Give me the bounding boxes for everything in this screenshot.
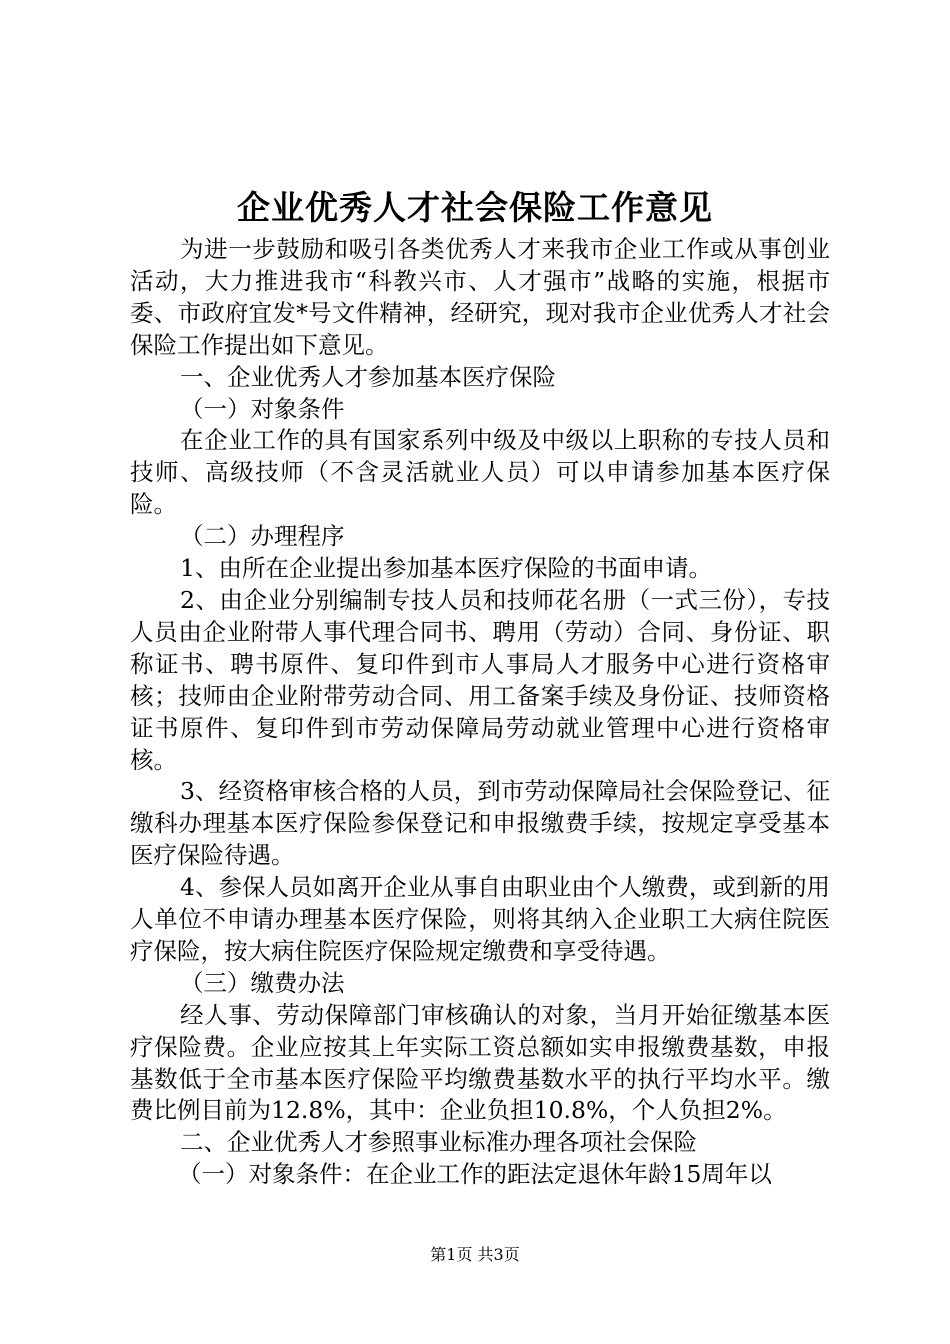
procedure-step-2: 2、由企业分别编制专技人员和技师花名册（一式三份），专技人员由企业附带人事代理合同书、聘用（劳动）合同、身份证、职称证书、聘书原件、复印件到市人事局人才服务中心进行资格审核；技师由企业附带劳动合同、用工备案手续及身份证、技师资格证书原件、复印件到市劳动保障局劳动就业管理中心进行资格审核。 — [130, 585, 830, 774]
subsection-heading-1-1: （一）对象条件 — [180, 394, 345, 423]
paragraph-intro: 为进一步鼓励和吸引各类优秀人才来我市企业工作或从事创业活动，大力推进我市“科教兴市、人才强市”战略的实施，根据市委、市政府宜发*号文件精神，经研究，现对我市企业优秀人才社会保险工作提出如下意见。 — [130, 235, 830, 359]
section-heading-2: 二、企业优秀人才参照事业标准办理各项社会保险 — [180, 1128, 697, 1157]
procedure-step-3: 3、经资格审核合格的人员，到市劳动保障局社会保险登记、征缴科办理基本医疗保险参保登记和申报缴费手续，按规定享受基本医疗保险待遇。 — [130, 777, 830, 870]
page-number-footer: 第1页 共3页 — [430, 1245, 520, 1264]
subsection-heading-1-2: （二）办理程序 — [180, 522, 345, 551]
procedure-step-4: 4、参保人员如离开企业从事自由职业由个人缴费，或到新的用人单位不申请办理基本医疗保险，则将其纳入企业职工大病住院医疗保险，按大病住院医疗保险规定缴费和享受待遇。 — [130, 873, 830, 965]
document-body — [130, 234, 830, 1191]
section-heading-1: 一、企业优秀人才参加基本医疗保险 — [180, 362, 556, 391]
paragraph-payment: 经人事、劳动保障部门审核确认的对象，当月开始征缴基本医疗保险费。企业应按其上年实际工资总额如实申报缴费基数，申报基数低于全市基本医疗保险平均缴费基数水平的执行平均水平。缴费比例目前为12.8%，其中：企业负担10.8%，个人负担2%。 — [130, 1000, 830, 1125]
subsection-heading-1-3: （三）缴费办法 — [180, 968, 345, 997]
paragraph-eligibility: 在企业工作的具有国家系列中级及中级以上职称的专技人员和技师、高级技师（不含灵活就业人员）可以申请参加基本医疗保险。 — [130, 426, 830, 519]
procedure-step-1: 1、由所在企业提出参加基本医疗保险的书面申请。 — [180, 554, 712, 583]
paragraph-section-2-eligibility: （一）对象条件：在企业工作的距法定退休年龄15周年以 — [178, 1160, 772, 1189]
document-title: 企业优秀人才社会保险工作意见 — [237, 188, 713, 227]
